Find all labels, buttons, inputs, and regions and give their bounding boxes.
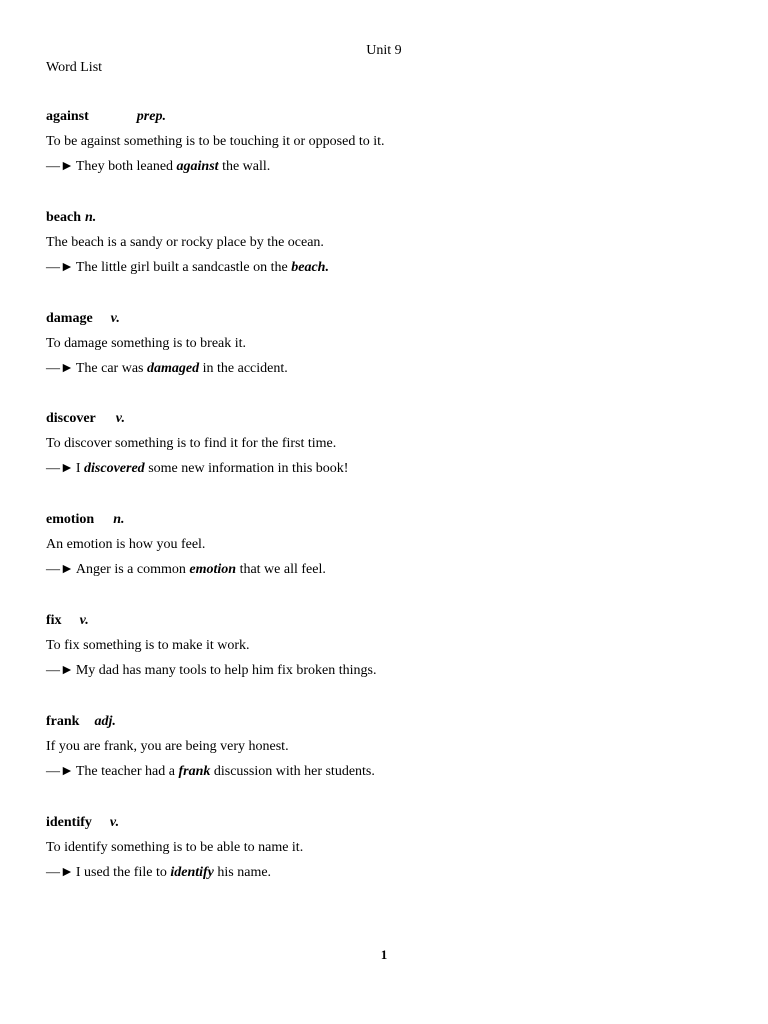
word-entry <box>46 311 726 412</box>
example-keyword: discovered <box>84 461 145 477</box>
example-text-after: that we all feel. <box>236 562 326 578</box>
example-text-after: the wall. <box>218 159 271 174</box>
arrow-icon: —► <box>46 461 74 477</box>
entry-headline <box>46 411 125 431</box>
headword: beach <box>46 209 81 225</box>
example-text-after: discussion with her students. <box>210 763 375 779</box>
entry-headline <box>46 815 119 835</box>
headword: damage <box>46 310 93 326</box>
part-of-speech: n. <box>85 209 97 225</box>
example-keyword: against <box>176 159 219 174</box>
arrow-icon: —► <box>46 763 74 779</box>
example-text-before: I <box>75 461 85 477</box>
example-sentence <box>46 461 348 477</box>
definition-text: An emotion is how you feel. <box>46 537 206 553</box>
unit-title: Unit 9 <box>366 43 402 58</box>
word-entry <box>46 210 726 311</box>
entry-headline <box>46 613 89 633</box>
example-text-after: some new information in this book! <box>144 461 349 477</box>
example-sentence <box>46 562 326 578</box>
headword: fix <box>46 612 62 628</box>
word-entry <box>46 815 726 916</box>
headword: emotion <box>46 512 95 528</box>
definition-text: The beach is a sandy or rocky place by the ocean. <box>46 234 324 250</box>
entry-headline <box>46 109 166 129</box>
definition-text: To fix something is to make it work. <box>46 637 250 653</box>
definition-text: To damage something is to break it. <box>46 335 247 351</box>
example-text-before: I used the file to <box>75 864 171 880</box>
entry-headline <box>46 210 96 230</box>
word-entries <box>46 109 726 915</box>
word-entry <box>46 109 726 210</box>
part-of-speech: v. <box>79 612 89 628</box>
part-of-speech: adj. <box>94 713 116 729</box>
definition-text: To discover something is to find it for the first time. <box>46 436 337 452</box>
example-sentence <box>46 361 288 377</box>
headword: against <box>46 109 89 124</box>
arrow-icon: —► <box>46 360 74 376</box>
part-of-speech: n. <box>113 512 125 528</box>
example-sentence <box>46 764 375 780</box>
example-sentence <box>46 159 270 175</box>
example-text-before: Anger is a common <box>75 562 190 578</box>
part-of-speech: prep. <box>136 109 166 124</box>
example-sentence <box>46 865 271 881</box>
example-keyword: beach. <box>291 259 329 275</box>
arrow-icon: —► <box>46 259 74 275</box>
part-of-speech: v. <box>110 310 120 326</box>
definition-text: To be against something is to be touching it or opposed to it. <box>46 134 385 149</box>
example-text-before: My dad has many tools to help him fix broken things. <box>75 662 377 678</box>
example-keyword: frank <box>178 763 211 779</box>
headword: identify <box>46 814 92 830</box>
example-keyword: identify <box>170 864 214 880</box>
arrow-icon: —► <box>46 159 74 174</box>
headword: frank <box>46 713 80 729</box>
example-keyword: damaged <box>147 360 200 376</box>
example-text-after: his name. <box>213 864 272 880</box>
example-sentence <box>46 663 376 679</box>
part-of-speech: v. <box>115 411 125 427</box>
example-text-before: The car was <box>75 360 147 376</box>
example-sentence <box>46 260 329 276</box>
example-text-after: in the accident. <box>199 360 288 376</box>
arrow-icon: —► <box>46 864 74 880</box>
entry-headline <box>46 714 116 734</box>
definition-text: To identify something is to be able to name it. <box>46 839 304 855</box>
headword: discover <box>46 411 96 427</box>
page-number: 1 <box>380 947 388 962</box>
entry-headline <box>46 512 125 532</box>
word-entry <box>46 714 726 815</box>
example-text-before: The little girl built a sandcastle on the <box>75 259 292 275</box>
word-entry <box>46 411 726 512</box>
example-text-before: They both leaned <box>75 159 177 174</box>
definition-text: If you are frank, you are being very honest. <box>46 738 289 754</box>
word-list-heading: Word List <box>46 60 103 75</box>
entry-headline <box>46 311 120 331</box>
part-of-speech: v. <box>109 814 120 830</box>
arrow-icon: —► <box>46 562 74 578</box>
word-entry <box>46 613 726 714</box>
example-text-before: The teacher had a <box>75 763 179 779</box>
example-keyword: emotion <box>189 562 237 578</box>
arrow-icon: —► <box>46 662 74 678</box>
word-entry <box>46 512 726 613</box>
